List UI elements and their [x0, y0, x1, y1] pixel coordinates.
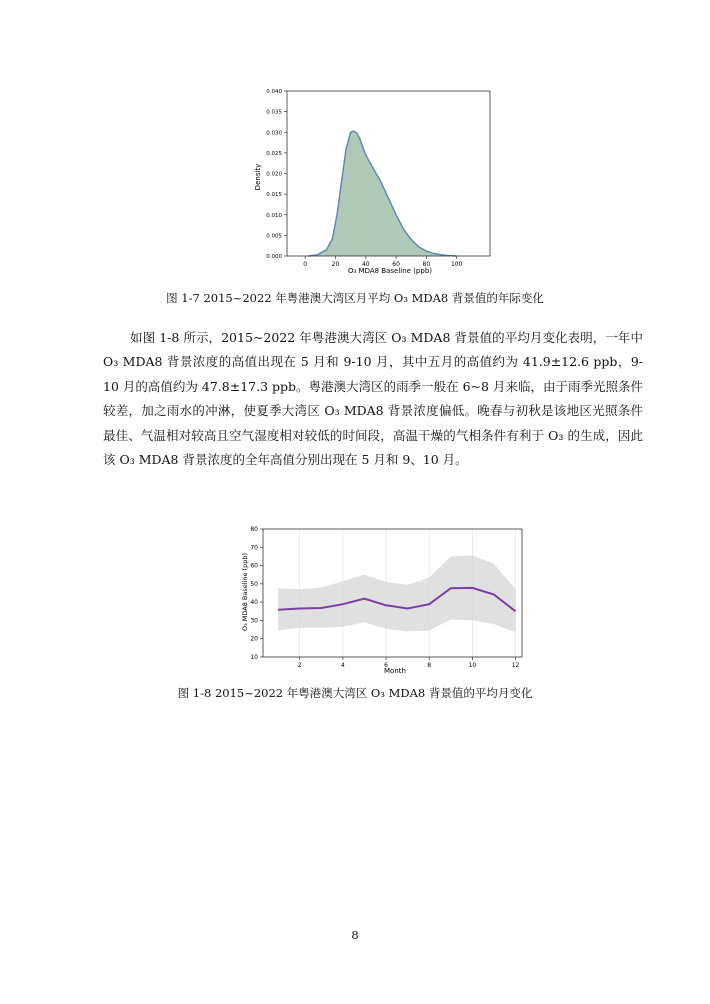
y-tick-label: 80: [250, 526, 258, 533]
line-plot-area: [250, 526, 522, 669]
y-tick-label: 0.025: [266, 150, 282, 157]
y-axis-label: Density: [254, 163, 262, 191]
x-tick-label: 40: [361, 261, 370, 268]
y-tick-label: 60: [250, 562, 258, 570]
x-tick-label: 8: [427, 662, 432, 669]
x-tick-label: 100: [450, 261, 463, 268]
y-tick-label: 40: [250, 599, 258, 607]
page-number: 8: [351, 928, 359, 942]
y-tick-label: 0.005: [266, 233, 282, 240]
x-tick-label: 0: [303, 261, 308, 268]
y-axis-label: O₃ MDA8 Baseline (ppb): [241, 552, 249, 632]
x-tick-label: 2: [297, 662, 302, 669]
paragraph-text: 如图 1-8 所示，2015~2022 年粤港澳大湾区 O₃ MDA8 背景值的平均月变化表明，一年中 O₃ MDA8 背景浓度的高值出现在 5 月和 9-10 月，其中五月的高值约为 41.9±12.6 ppb，9-10 月的高值约为 47.8±17.3 ppb。粤港澳大湾区的雨季一般在 6~8 月来临，由于雨季光照条件较差，加之雨水的冲淋，使夏季大湾区 O₃ MDA8 背景浓度偏低。晚春与初秋是该地区光照条件最佳、气温相对较高且空气湿度相对较低的时间段，高温干燥的气相条件有利于 O₃ 的生成，因此该 O₃ MDA8 背景浓度的全年高值分别出现在 5 月和 9、10 月。: [103, 330, 643, 468]
density-area: [308, 131, 457, 256]
x-tick-label: 6: [384, 662, 388, 669]
y-tick-label: 0.035: [266, 109, 282, 116]
x-axis-label: O₃ MDA8 Baseline (ppb): [347, 267, 433, 275]
monthly-line-chart: [235, 522, 525, 680]
y-tick-label: 0.040: [266, 89, 282, 95]
y-tick-label: 10: [250, 654, 258, 661]
figure-caption: 图 1-7 2015~2022 年粤港澳大湾区月平均 O₃ MDA8 背景值的年际变化: [166, 291, 544, 305]
y-tick-label: 0.020: [266, 171, 282, 178]
y-tick-label: 0.030: [266, 130, 282, 137]
y-tick-label: 0.000: [266, 254, 282, 260]
x-axis-label: Month: [384, 667, 406, 675]
y-tick-label: 0.015: [266, 192, 282, 199]
x-tick-label: 60: [392, 261, 400, 268]
y-tick-label: 50: [250, 580, 258, 588]
y-tick-label: 70: [250, 544, 258, 552]
x-tick-label: 4: [340, 662, 345, 669]
density-chart: [245, 84, 495, 282]
density-plot-area: [266, 89, 490, 268]
x-tick-label: 12: [511, 662, 520, 669]
std-band: [278, 556, 515, 633]
y-tick-label: 30: [250, 617, 258, 625]
x-tick-label: 10: [468, 662, 477, 669]
y-tick-label: 20: [250, 635, 258, 643]
x-tick-label: 20: [331, 261, 340, 268]
body-paragraph: [103, 326, 643, 472]
x-tick-label: 80: [422, 261, 431, 268]
figure-caption: 图 1-8 2015~2022 年粤港澳大湾区 O₃ MDA8 背景值的平均月变化: [177, 686, 533, 700]
y-tick-label: 0.010: [266, 212, 282, 219]
